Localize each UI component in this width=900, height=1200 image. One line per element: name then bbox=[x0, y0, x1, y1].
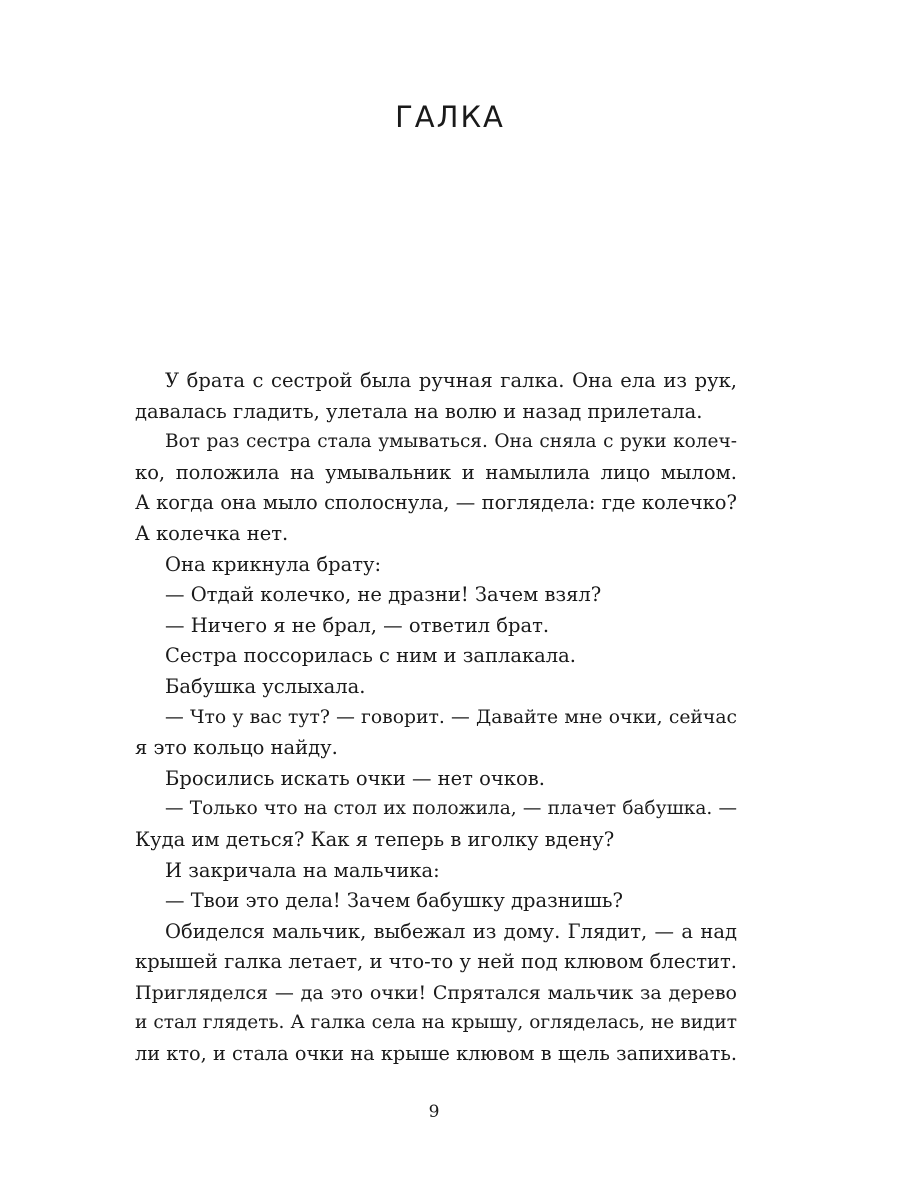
text-line: — Ничего я не брал, — ответил брат. bbox=[165, 613, 550, 637]
text-line: Куда им деться? Как я теперь в иголку вдену? bbox=[135, 827, 615, 851]
text-line: — Только что на стол их положила, — плачет бабушка. — bbox=[165, 798, 737, 820]
text-line: У брата с сестрой была ручная галка. Она ела из рук, bbox=[165, 369, 737, 392]
page-number: 9 bbox=[428, 1102, 440, 1122]
text-line: Бабушка услыхала. bbox=[165, 674, 366, 698]
text-line: Обиделся мальчик, выбежал из дому. Глядит, — а над bbox=[165, 919, 737, 943]
text-line: Сестра поссорилась с ним и заплакала. bbox=[165, 644, 576, 668]
text-line: я это кольцо найду. bbox=[135, 736, 338, 760]
text-line: А когда она мыло сполоснула, — поглядела: где колечко? bbox=[135, 491, 737, 515]
text-line: — Что у вас тут? — говорит. — Давайте мне очки, сейчас bbox=[165, 706, 737, 728]
chapter-title: ГАЛКА bbox=[395, 100, 505, 134]
text-line: — Отдай колечко, не дразни! Зачем взял? bbox=[165, 583, 602, 607]
text-line: и стал глядеть. А галка села на крышу, огляделась, не видит bbox=[135, 1012, 737, 1034]
text-line: Вот раз сестра стала умываться. Она сняла с руки колеч- bbox=[165, 431, 737, 453]
text-line: ли кто, и стала очки на крыше клювом в щель запихивать. bbox=[135, 1042, 737, 1066]
text-line: — Твои это дела! Зачем бабушку дразнишь? bbox=[165, 889, 623, 913]
text-line: ко, положила на умывальник и намылила лицо мылом. bbox=[135, 460, 737, 484]
text-line: Она крикнула брату: bbox=[165, 552, 382, 576]
text-line: давалась гладить, улетала на волю и назад прилетала. bbox=[135, 399, 703, 423]
text-line: Бросились искать очки — нет очков. bbox=[165, 766, 545, 790]
text-line: И закричала на мальчика: bbox=[165, 858, 440, 882]
text-line: А колечка нет. bbox=[135, 521, 289, 545]
story-text bbox=[135, 366, 737, 1070]
text-line: крышей галка летает, и что-то у ней под клювом блестит. bbox=[135, 950, 737, 974]
text-line: Пригляделся — да это очки! Спрятался мальчик за дерево bbox=[135, 981, 737, 1004]
